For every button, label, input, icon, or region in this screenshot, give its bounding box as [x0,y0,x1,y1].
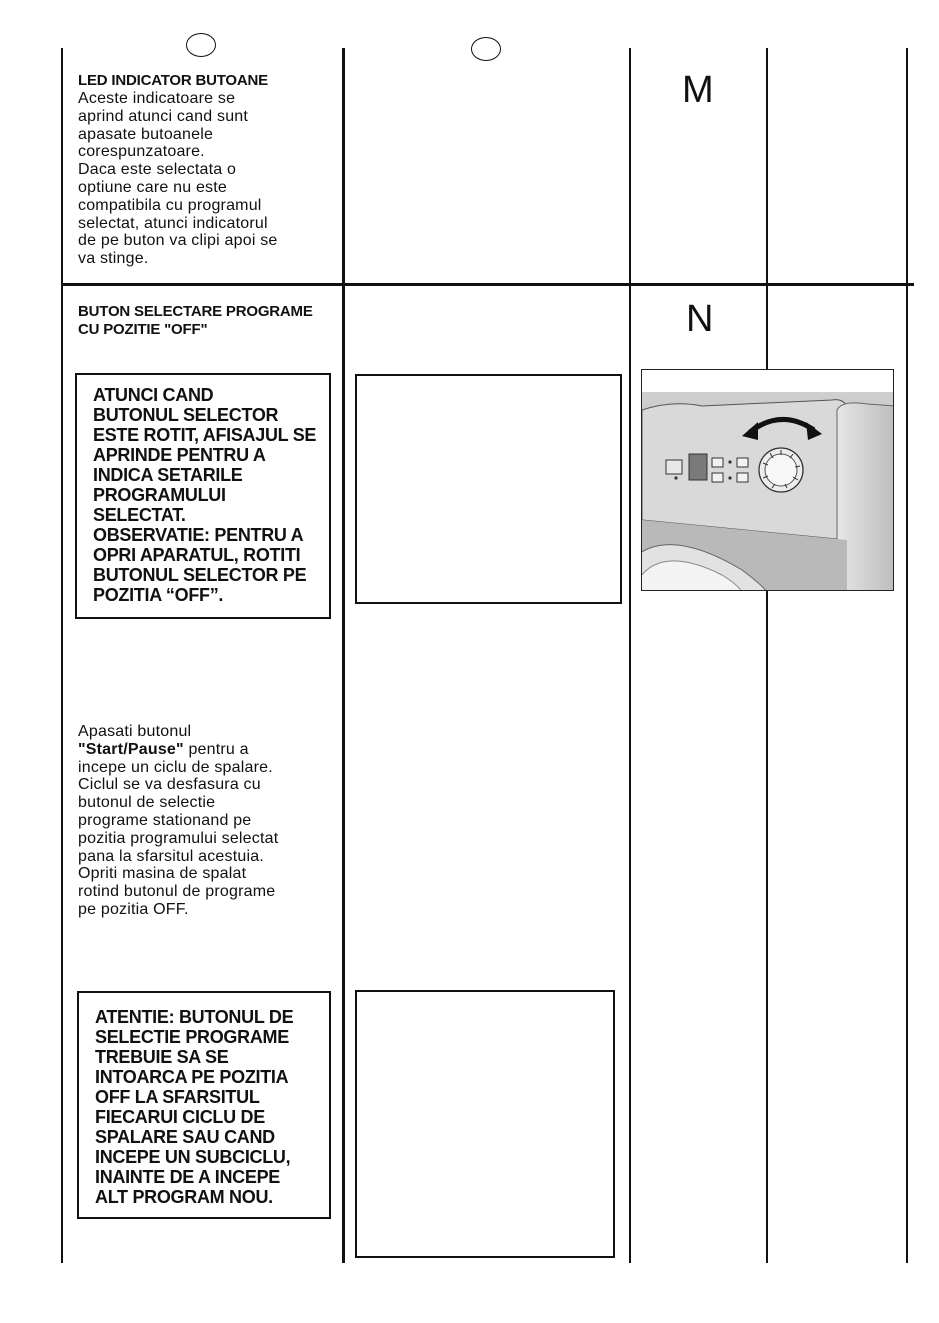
column-rule-3 [629,48,631,1263]
warning-line: ATENTIE: BUTONUL DE [95,1007,294,1027]
notice-line: ESTE ROTIT, AFISAJUL SE [93,425,317,445]
notice-line: OPRI APARATUL, ROTITI [93,545,301,565]
section-m-body [78,90,338,268]
text-line [78,741,343,759]
start-pause-instructions [78,723,343,919]
notice-box [75,373,331,619]
text-line: Aceste indicatoare se [78,90,236,107]
warning-line: TREBUIE SA SE [95,1047,229,1067]
warning-line: INCEPE UN SUBCICLU, [95,1147,291,1167]
warning-line: SPALARE SAU CAND [95,1127,275,1147]
text-line: incepe un ciclu de spalare. [78,758,273,776]
language-circle-left [186,33,216,57]
selector-knob-illustration [641,369,894,591]
text-fragment: pentru a [183,740,249,758]
notice-line: ATUNCI CAND [93,385,214,405]
warning-line: INAINTE DE A INCEPE [95,1167,280,1187]
notice-line: BUTONUL SELECTOR PE [93,565,307,585]
text-line: apasate butoanele [78,125,214,143]
notice-line: BUTONUL SELECTOR [93,405,279,425]
column-rule-1 [61,48,63,1263]
text-line: Apasati butonul [78,723,192,740]
text-line: de pe buton va clipi apoi se [78,232,278,250]
text-line: optiune care nu este [78,178,227,196]
text-line: pe pozitia OFF. [78,900,189,918]
empty-notice-box [355,374,622,604]
empty-warning-box [355,990,615,1258]
text-line: Daca este selectata o [78,161,237,179]
column-rule-2 [342,48,345,1263]
text-line: compatibila cu programul [78,196,262,214]
warning-line: FIECARUI CICLU DE [95,1107,265,1127]
section-m-heading: LED INDICATOR BUTOANE [78,72,268,89]
text-line: Ciclul se va desfasura cu [78,776,261,794]
text-line: Opriti masina de spalat [78,865,247,883]
text-line: programe stationand pe [78,811,252,829]
text-line: corespunzatoare. [78,143,205,161]
notice-line: INDICA SETARILE [93,465,243,485]
warning-line: OFF LA SFARSITUL [95,1087,260,1107]
notice-line: PROGRAMULUI [93,485,226,505]
notice-line: POZITIA “OFF”. [93,585,224,605]
section-n-letter: N [686,298,714,340]
notice-line: APRINDE PENTRU A [93,445,266,465]
text-line: butonul de selectie [78,794,216,812]
text-line: pozitia programului selectat [78,829,279,847]
warning-line: ALT PROGRAM NOU. [95,1187,273,1207]
text-line: selectat, atunci indicatorul [78,214,268,232]
column-rule-5 [906,48,908,1263]
section-divider [61,283,914,286]
notice-line: SELECTAT. [93,505,186,525]
language-circle-right [471,37,501,61]
warning-box [77,991,331,1219]
warning-line: SELECTIE PROGRAME [95,1027,289,1047]
column-rule-4 [766,48,768,1263]
section-m-letter: M [682,69,714,111]
heading-line: BUTON SELECTARE PROGRAME [78,303,313,320]
text-line: pana la sfarsitul acestuia. [78,847,264,865]
heading-line: CU POZITIE "OFF" [78,321,208,338]
warning-line: INTOARCA PE POZITIA [95,1067,289,1087]
text-line: rotind butonul de programe [78,883,276,901]
notice-line: OBSERVATIE: PENTRU A [93,525,304,545]
section-n-heading [78,303,313,339]
text-line: va stinge. [78,250,149,268]
text-line: aprind atunci cand sunt [78,107,249,125]
start-pause-label: "Start/Pause" [78,740,184,758]
